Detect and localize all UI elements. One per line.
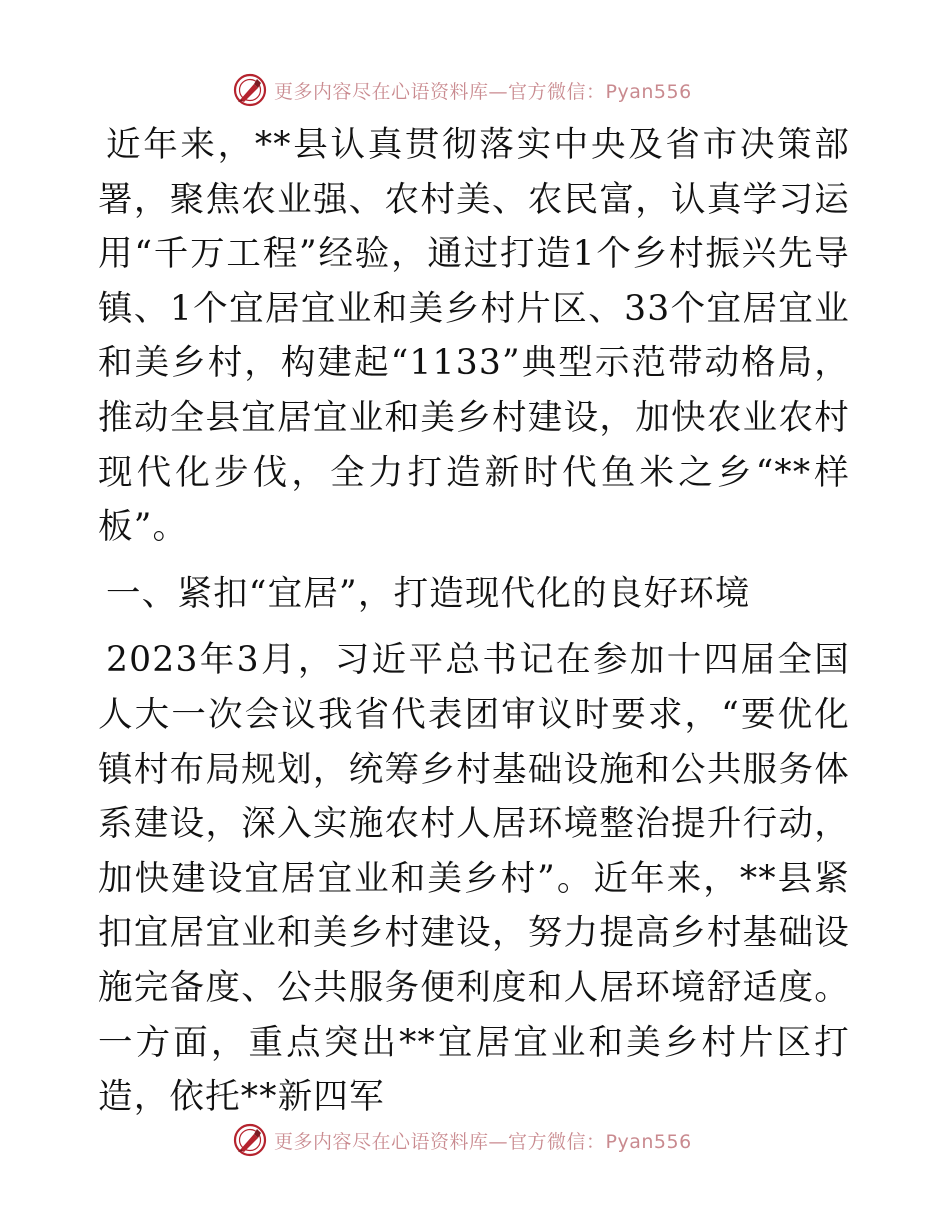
article-body [98, 118, 850, 1125]
wechat-id: Pyan556 [605, 80, 692, 103]
header-banner[interactable] [232, 72, 712, 108]
banner-slogan: 更多内容尽在心语资料库—官方微信： [274, 1130, 606, 1153]
paragraph-1: 近年来，**县认真贯彻落实中央及省市决策部署，聚焦农业强、农村美、农民富，认真学习运用“千万工程”经验，通过打造1个乡村振兴先导镇、1个宜居宜业和美乡村片区、33个宜居宜业和美乡村，构建起“1133”典型示范带动格局，推动全县宜居宜业和美乡村建设，加快农业农村现代化步伐，全力打造新时代鱼米之乡“**样板”。 [98, 125, 850, 548]
pen-logo-icon [232, 1122, 268, 1158]
pen-logo-icon [232, 72, 268, 108]
banner-text [274, 77, 692, 104]
paragraph-2: 2023年3月，习近平总书记在参加十四届全国人大一次会议我省代表团审议时要求，“要优化镇村布局规划，统筹乡村基础设施和公共服务体系建设，深入实施农村人居环境整治提升行动，加快建设宜居宜业和美乡村”。近年来，**县紧扣宜居宜业和美乡村建设，努力提高乡村基础设施完备度、公共服务便利度和人居环境舒适度。一方面，重点突出**宜居宜业和美乡村片区打造，依托**新四军 [98, 640, 850, 1118]
section-heading-1: 一、紧扣“宜居”，打造现代化的良好环境 [106, 573, 751, 614]
wechat-id: Pyan556 [605, 1130, 692, 1153]
banner-slogan: 更多内容尽在心语资料库—官方微信： [274, 80, 606, 103]
footer-banner[interactable] [232, 1122, 712, 1158]
banner-text [274, 1127, 692, 1154]
